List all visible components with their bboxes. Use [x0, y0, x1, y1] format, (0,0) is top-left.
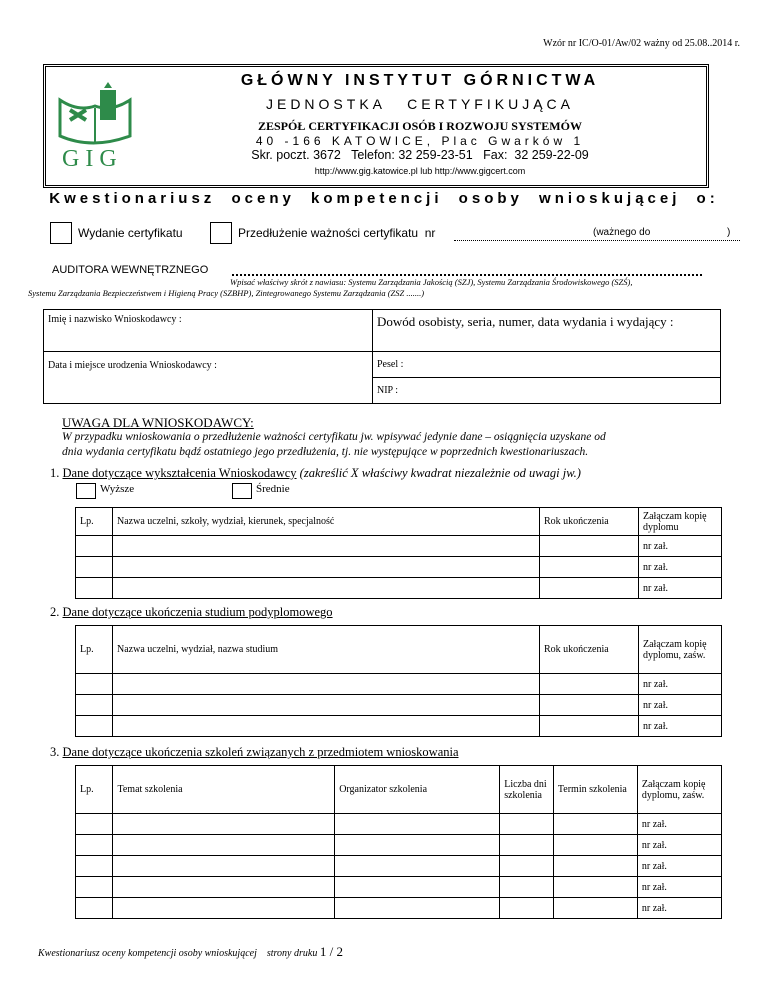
- notice-line-1: W przypadku wnioskowania o przedłużenie ważności certyfikatu jw. wpisywać jedynie dane – osiągnięcia uzyskane od: [62, 431, 606, 443]
- extend-checkbox[interactable]: [210, 222, 232, 244]
- tr-cell-days[interactable]: [500, 877, 554, 898]
- tr-cell-date[interactable]: [553, 814, 637, 835]
- pg-cell-attachment[interactable]: nr zał.: [639, 716, 722, 737]
- table-row: [76, 578, 722, 599]
- valid-until-close: ): [727, 227, 731, 238]
- higher-education-checkbox[interactable]: [76, 483, 96, 499]
- edu-cell-name[interactable]: [113, 557, 540, 578]
- section2-title: Dane dotyczące ukończenia studium podyplomowego: [62, 605, 333, 619]
- applicant-pesel-label: Pesel :: [377, 359, 404, 370]
- edu-cell-attachment[interactable]: nr zał.: [639, 578, 722, 599]
- pg-header-lp: Lp.: [76, 626, 113, 674]
- tr-cell-lp[interactable]: [76, 814, 113, 835]
- tr-cell-attachment[interactable]: nr zał.: [637, 835, 721, 856]
- pg-header-copy: Załączam kopię dyplomu, zaśw.: [639, 626, 722, 674]
- section3-title: Dane dotyczące ukończenia szkoleń związanych z przedmiotem wnioskowania: [62, 745, 459, 759]
- auditor-hint-1: Wpisać właściwy skrót z nawiasu: Systemu Zarządzania Jakością (SZJ), Systemu Zarządzania Środowiskowego (SZŚ),: [230, 277, 633, 287]
- tr-cell-date[interactable]: [553, 835, 637, 856]
- section1-title: Dane dotyczące wykształcenia Wnioskodawcy: [62, 466, 297, 480]
- applicant-name-cell[interactable]: [44, 310, 373, 352]
- section1-hint: (zakreślić X właściwy kwadrat niezależnie od uwagi jw.): [296, 466, 581, 480]
- pg-cell-year[interactable]: [540, 716, 639, 737]
- auditor-hint-2: Systemu Zarządzania Bezpieczeństwem i Higieną Pracy (SZBHP), Zintegrowanego Systemu Zarządzania (ZSZ .......): [28, 288, 425, 298]
- applicant-table: [43, 309, 721, 404]
- training-table: [75, 765, 722, 919]
- tr-cell-date[interactable]: [553, 877, 637, 898]
- auditor-label: AUDITORA WEWNĘTRZNEGO: [52, 264, 209, 276]
- notice-line-2: dnia wydania certyfikatu bądź ostatniego jego przedłużenia, tj. nie występujące w poprzednich kwestionariuszach.: [62, 446, 589, 458]
- pg-cell-name[interactable]: [113, 716, 540, 737]
- tr-cell-days[interactable]: [500, 835, 554, 856]
- edu-cell-lp[interactable]: [76, 578, 113, 599]
- pg-cell-lp[interactable]: [76, 695, 113, 716]
- tr-cell-topic[interactable]: [113, 877, 335, 898]
- unit-name: JEDNOSTKA CERTYFIKUJĄCA: [265, 96, 574, 112]
- table-row: [76, 877, 722, 898]
- section2-heading: [50, 605, 333, 620]
- pg-header-name: Nazwa uczelni, wydział, nazwa studium: [113, 626, 540, 674]
- tr-cell-days[interactable]: [500, 814, 554, 835]
- tr-cell-organizer[interactable]: [335, 835, 500, 856]
- edu-cell-year[interactable]: [540, 557, 639, 578]
- tr-cell-days[interactable]: [500, 898, 554, 919]
- footer-pages: 1 / 2: [319, 944, 343, 959]
- institute-name: GŁÓWNY INSTYTUT GÓRNICTWA: [240, 72, 600, 89]
- table-row: [76, 674, 722, 695]
- secondary-education-checkbox[interactable]: [232, 483, 252, 499]
- tr-cell-organizer[interactable]: [335, 856, 500, 877]
- notice-heading: UWAGA DLA WNIOSKODAWCY:: [62, 415, 254, 430]
- applicant-birth-label: Data i miejsce urodzenia Wnioskodawcy :: [48, 360, 217, 371]
- edu-cell-attachment[interactable]: nr zał.: [639, 536, 722, 557]
- extend-label: Przedłużenie ważności certyfikatu nr: [238, 226, 436, 240]
- edu-cell-attachment[interactable]: nr zał.: [639, 557, 722, 578]
- tr-cell-attachment[interactable]: nr zał.: [637, 877, 721, 898]
- table-row: [76, 716, 722, 737]
- pg-header-year: Rok ukończenia: [540, 626, 639, 674]
- applicant-nip-label: NIP :: [377, 385, 399, 396]
- tr-header-lp: Lp.: [76, 766, 113, 814]
- postgraduate-table: [75, 625, 722, 737]
- logo-text: GIG: [62, 146, 123, 172]
- edu-cell-year[interactable]: [540, 578, 639, 599]
- footer-text: Kwestionariusz oceny kompetencji osoby wnioskującej: [38, 948, 257, 959]
- tr-cell-lp[interactable]: [76, 898, 113, 919]
- auditor-system-field[interactable]: [232, 274, 702, 276]
- section3-number: 3.: [50, 745, 60, 759]
- valid-until-label: (ważnego do: [593, 227, 651, 238]
- form-title: Kwestionariusz oceny kompetencji osoby wnioskującej o:: [49, 190, 719, 207]
- tr-cell-days[interactable]: [500, 856, 554, 877]
- tr-cell-attachment[interactable]: nr zał.: [637, 898, 721, 919]
- tr-cell-topic[interactable]: [113, 898, 335, 919]
- secondary-education-label: Średnie: [256, 483, 290, 495]
- edu-header-lp: Lp.: [76, 508, 113, 536]
- edu-cell-name[interactable]: [113, 536, 540, 557]
- tr-cell-organizer[interactable]: [335, 898, 500, 919]
- tr-header-topic: Temat szkolenia: [113, 766, 335, 814]
- section3-heading: [50, 745, 459, 760]
- web-links: http://www.gig.katowice.pl lub http://www.gigcert.com: [314, 166, 526, 176]
- applicant-birth-cell[interactable]: [44, 352, 373, 404]
- table-row: [76, 695, 722, 716]
- applicant-pesel-cell[interactable]: [373, 352, 721, 378]
- edu-cell-lp[interactable]: [76, 536, 113, 557]
- tr-cell-topic[interactable]: [113, 814, 335, 835]
- tr-cell-organizer[interactable]: [335, 814, 500, 835]
- issue-label: Wydanie certyfikatu: [78, 226, 183, 240]
- table-row: [76, 814, 722, 835]
- form-code: Wzór nr IC/O-01/Aw/02 ważny od 25.08..2014 r.: [543, 38, 740, 49]
- pg-cell-lp[interactable]: [76, 716, 113, 737]
- edu-header-year: Rok ukończenia: [540, 508, 639, 536]
- tr-cell-date[interactable]: [553, 856, 637, 877]
- section1-number: 1.: [50, 466, 60, 480]
- higher-education-label: Wyższe: [100, 483, 135, 495]
- pg-cell-attachment[interactable]: nr zał.: [639, 674, 722, 695]
- pg-cell-name[interactable]: [113, 674, 540, 695]
- edu-cell-name[interactable]: [113, 578, 540, 599]
- tr-cell-topic[interactable]: [113, 856, 335, 877]
- address: 40 -166 KATOWICE, Plac Gwarków 1: [255, 134, 585, 148]
- education-table: [75, 507, 722, 599]
- certificate-number-field[interactable]: [454, 240, 740, 241]
- tr-cell-topic[interactable]: [113, 835, 335, 856]
- tr-header-date: Termin szkolenia: [553, 766, 637, 814]
- edu-header-copy: Załączam kopię dyplomu: [639, 508, 722, 536]
- team-name: ZESPÓŁ CERTYFIKACJI OSÓB I ROZWOJU SYSTEMÓW: [258, 119, 582, 133]
- applicant-name-label: Imię i nazwisko Wnioskodawcy :: [48, 314, 182, 325]
- tr-cell-date[interactable]: [553, 898, 637, 919]
- tr-cell-organizer[interactable]: [335, 877, 500, 898]
- footer-pages-label: strony druku: [266, 948, 318, 959]
- edu-header-name: Nazwa uczelni, szkoły, wydział, kierunek, specjalność: [113, 508, 540, 536]
- table-row: [76, 536, 722, 557]
- tr-cell-attachment[interactable]: nr zał.: [637, 856, 721, 877]
- applicant-nip-cell[interactable]: [373, 378, 721, 404]
- edu-cell-lp[interactable]: [76, 557, 113, 578]
- pg-cell-attachment[interactable]: nr zał.: [639, 695, 722, 716]
- pg-cell-name[interactable]: [113, 695, 540, 716]
- applicant-id-cell[interactable]: [373, 310, 721, 352]
- table-row: [76, 835, 722, 856]
- tr-cell-lp[interactable]: [76, 877, 113, 898]
- issue-checkbox[interactable]: [50, 222, 72, 244]
- contact-line: Skr. poczt. 3672 Telefon: 32 259-23-51 Fax: 32 259-22-09: [251, 148, 589, 162]
- table-row: [76, 898, 722, 919]
- tr-header-copy: Załączam kopię dyplomu, zaśw.: [637, 766, 721, 814]
- pg-cell-lp[interactable]: [76, 674, 113, 695]
- table-row: [76, 557, 722, 578]
- pg-cell-year[interactable]: [540, 674, 639, 695]
- section1-heading: [50, 466, 581, 481]
- tr-header-organizer: Organizator szkolenia: [335, 766, 500, 814]
- applicant-id-label: Dowód osobisty, seria, numer, data wydania i wydający :: [377, 314, 674, 329]
- tr-cell-lp[interactable]: [76, 856, 113, 877]
- pg-cell-year[interactable]: [540, 695, 639, 716]
- section2-number: 2.: [50, 605, 60, 619]
- footer: [38, 944, 343, 960]
- tr-cell-lp[interactable]: [76, 835, 113, 856]
- tr-header-days: Liczba dni szkolenia: [500, 766, 554, 814]
- tr-cell-attachment[interactable]: nr zał.: [637, 814, 721, 835]
- edu-cell-year[interactable]: [540, 536, 639, 557]
- table-row: [76, 856, 722, 877]
